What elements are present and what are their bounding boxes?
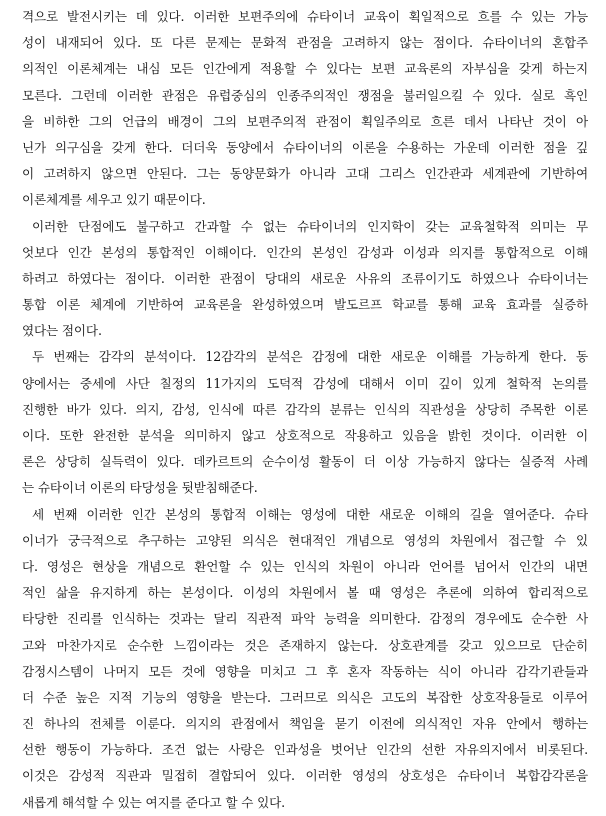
text-line: 이것은 감성적 직관과 밀접히 결합되어 있다. 이러한 영성의 상호성은 슈타이너 복합감각론을 [22, 768, 588, 784]
text-line: 양에서는 중세에 사단 칠정의 11가지의 도덕적 감성에 대해서 이미 깊이 있게 철학적 논의를 [22, 375, 588, 391]
text-line: 이다. 또한 완전한 분석을 의미하지 않고 상호적으로 작용하고 있음을 밝힌 것이다. 이러한 이 [22, 428, 588, 443]
text-line: 닌가 의구심을 갖게 한다. 더더욱 동양에서 슈타이너의 이론을 수용하는 가운데 이러한 점을 깊 [22, 139, 588, 155]
text-line: 타당한 진리를 인식하는 것과는 달리 직관적 파악 능력을 의미한다. 감정의 경우에도 순수한 사 [22, 611, 588, 627]
text-line: 론은 상당히 실득력이 있다. 데카르트의 순수이성 활동이 더 이상 가능하지 않다는 실증적 사례 [22, 454, 588, 470]
text-line: 였다는 점이다. [22, 323, 102, 339]
text-line: 격으로 발전시키는 데 있다. 이러한 보편주의에 슈타이너 교육이 획일적으로 흐를 수 있는 가능 [22, 9, 588, 24]
text-line: 엇보다 인간 본성의 통합적인 이해이다. 인간의 본성인 감성과 이성과 의지를 통합적으로 이해 [22, 244, 588, 260]
text-line: 감정시스템이 나머지 모든 것에 영향을 미치고 그 후 혼자 작동하는 식이 아니라 감각기관들과 [22, 663, 588, 679]
text-line: 이 고려하지 않으면 안된다. 그는 동양문화가 아니라 고대 그리스 인간관과 세계관에 기반하여 [22, 166, 588, 182]
text-line: 이론체계를 세우고 있기 때문이다. [22, 192, 206, 208]
text-line: 고와 마찬가지로 순수한 느낌이라는 것은 존재하지 않는다. 상호관계를 갖고 있으므로 단순히 [22, 637, 588, 653]
text-line: 성이 내재되어 있다. 또 다른 문제는 문화적 관점을 고려하지 않는 점이다. 슈타이너의 혼합주 [22, 35, 588, 51]
text-line: 이너가 궁극적으로 추구하는 고양된 의식은 현대적인 개념으로 영성의 차원에서 접근할 수 있 [22, 532, 588, 548]
paragraph-3 [22, 344, 588, 501]
text-line: 세 번째 이러한 인간 본성의 통합적 이해는 영성에 대한 새로운 이해의 길을 열어준다. 슈타 [32, 506, 588, 522]
text-line: 진행한 바가 있다. 의지, 감성, 인식에 따른 감각의 분류는 인식의 직관성을 상당히 주목한 이론 [22, 401, 588, 417]
text-line: 새롭게 해석할 수 있는 여지를 준다고 할 수 있다. [22, 794, 285, 810]
text-line: 하려고 하였다는 점이다. 이러한 관점이 당대의 새로운 사유의 조류이기도 하였으나 슈타이너는 [22, 270, 588, 286]
text-line: 의적인 이론체계는 내심 모든 인간에게 적용할 수 있다는 보편 교육론의 자부심을 갖게 하는지 [22, 61, 588, 77]
paragraph-2 [22, 214, 588, 345]
text-line: 진 하나의 전체를 이룬다. 의지의 관점에서 책임을 묻기 이전에 의식적인 자유 안에서 행하는 [22, 716, 588, 732]
paragraph-1 [22, 4, 588, 214]
paragraph-4 [22, 502, 588, 816]
text-line: 두 번째는 감각의 분석이다. 12감각의 분석은 감정에 대한 새로운 이해를 가능하게 한다. 동 [32, 349, 588, 365]
text-line: 통합 이론 체계에 기반하여 교육론을 완성하였으며 발도르프 학교를 통해 교육 효과를 실증하 [22, 297, 588, 313]
text-line: 선한 행동이 가능하다. 조건 없는 사랑은 인과성을 벗어난 인간의 선한 자유의지에서 비롯된다. [22, 742, 588, 758]
text-line: 는 슈타이너 이론의 타당성을 뒷받침해준다. [22, 480, 258, 496]
text-line: 더 수준 높은 지적 기능의 영향을 받는다. 그러므로 의식은 고도의 복잡한 상호작용들로 이루어 [22, 689, 588, 705]
document-page [22, 4, 588, 816]
text-line: 을 비하한 그의 언급의 배경이 그의 보편주의적 관점이 획일주의로 흐른 데서 나타난 것이 아 [22, 113, 588, 129]
text-line: 적인 삶을 유지하게 하는 본성이다. 이성의 차원에서 볼 때 영성은 추론에 의하여 합리적으로 [22, 585, 588, 601]
text-line: 이러한 단점에도 불구하고 간과할 수 없는 슈타이너의 인지학이 갖는 교육철학적 의미는 무 [32, 218, 588, 234]
text-line: 모른다. 그런데 이러한 관점은 유럽중심의 인종주의적인 쟁점을 불러일으킬 수 있다. 실로 흑인 [22, 87, 588, 103]
text-line: 다. 영성은 현상을 개념으로 환언할 수 있는 인식의 차원이 아니라 언어를 넘어서 인간의 내면 [22, 558, 588, 574]
